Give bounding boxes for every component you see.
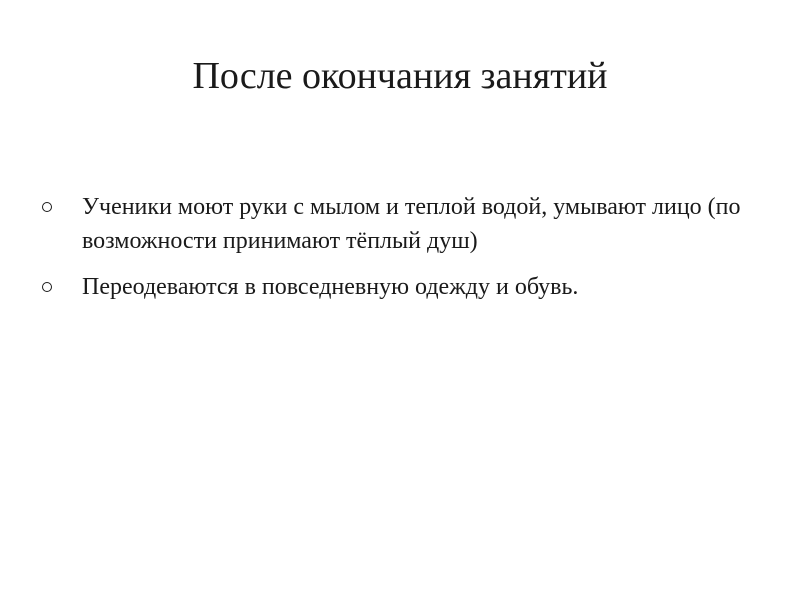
list-item	[42, 190, 762, 258]
list-item	[42, 270, 762, 304]
bullet-text: Ученики моют руки с мылом и теплой водой, умывают лицо (по возможности принимают тёплый душ)	[82, 194, 741, 254]
hollow-circle-icon	[42, 202, 52, 212]
bullet-text: Переодеваются в повседневную одежду и обувь.	[82, 274, 579, 300]
hollow-circle-icon	[42, 282, 52, 292]
bullet-list	[42, 190, 762, 316]
slide-title: После окончания занятий	[192, 55, 608, 97]
